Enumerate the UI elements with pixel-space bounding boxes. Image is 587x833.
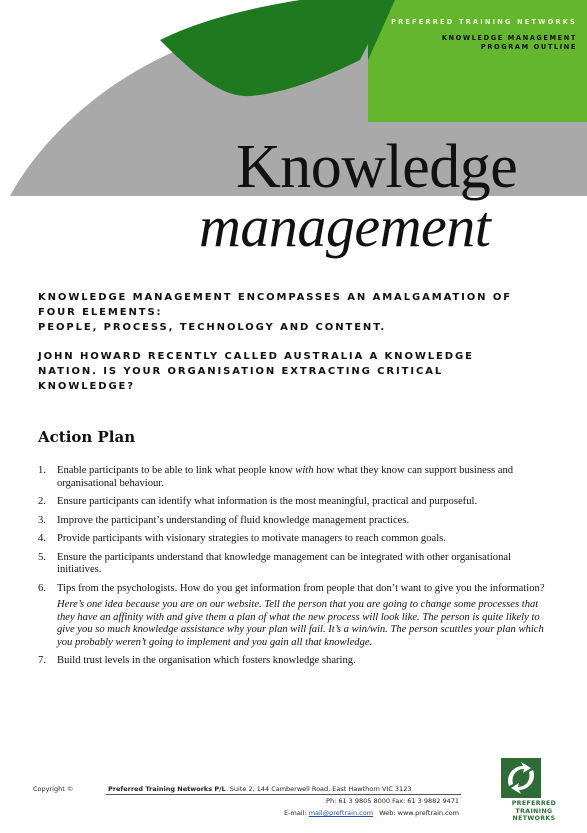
copyright-notice: Copyright © (33, 785, 74, 793)
list-item-number: 6. (38, 582, 46, 594)
intro-line: PEOPLE, PROCESS, TECHNOLOGY AND CONTENT. (38, 322, 387, 333)
brand-name: PREFERRED TRAINING NETWORKS (391, 18, 577, 26)
email-label: E-mail: (284, 809, 307, 817)
list-item (38, 515, 553, 528)
list-item-number: 5. (38, 551, 46, 563)
company-logo (493, 758, 575, 822)
email-link[interactable]: mail@preftrain.com (308, 809, 374, 817)
list-item-number: 7. (38, 655, 46, 666)
list-item-text: how what they know can support business and organisational behaviour. (57, 465, 514, 489)
list-item (38, 533, 553, 546)
list-item-number: 3. (38, 514, 46, 526)
list-item-quote: Here’s one idea because you are on our website. Tell the person that you are going to change some processes that they have an affinity with and give them a plan of what the new process will look like. The person is quite likely to give you so much knowledge assistance why your plan will fail. It’s a win/win. The person scuttles your plan which you probably weren’t going to implement and you gain all that knowledge. (57, 599, 544, 648)
list-item (38, 552, 553, 577)
intro-line: JOHN HOWARD RECENTLY CALLED AUSTRALIA A KNOWLEDGE (38, 351, 474, 362)
list-item (38, 583, 553, 650)
document-subtitle (391, 34, 577, 52)
logo-text-line2: NETWORKS (512, 815, 556, 822)
company-address-line (108, 785, 411, 793)
action-plan-list (38, 465, 553, 674)
company-address: Suite 2, 144 Camberwell Road, East Hawthorn VIC 3123 (229, 785, 412, 793)
list-item (38, 465, 553, 490)
logo-text (493, 800, 575, 823)
email-web-line (284, 809, 459, 817)
list-item-text: Ensure the participants understand that knowledge management can be integrated with other organisational initiatives. (57, 551, 512, 575)
page-title-line2: management (199, 194, 491, 259)
phone-fax-line: Ph: 61 3 9805 8000 Fax: 61 3 9882 9471 (326, 797, 459, 805)
list-item-number: 1. (38, 465, 46, 476)
list-item-number: 2. (38, 496, 46, 507)
list-item-text: Improve the participant’s understanding of fluid knowledge management practices. (57, 514, 410, 526)
intro-line: KNOWLEDGE MANAGEMENT ENCOMPASSES AN AMALGAMATION OF (38, 292, 512, 303)
logo-mark-icon (501, 758, 541, 798)
page-title-line1: Knowledge (236, 133, 518, 201)
intro-paragraph-2 (38, 349, 558, 394)
footer-divider (106, 794, 461, 795)
doc-subtitle-line1: KNOWLEDGE MANAGEMENT (441, 34, 577, 42)
website-text: Web: www.preftrain.com (379, 809, 459, 817)
list-item-text: Tips from the psychologists. How do you get information from people that don’t want to give you the information? (57, 582, 545, 594)
intro-line: FOUR ELEMENTS: (38, 307, 163, 318)
list-item-emphasis: with (295, 465, 314, 476)
company-name: Preferred Training Networks P/L (108, 785, 226, 793)
action-plan-heading: Action Plan (38, 428, 136, 446)
intro-line: KNOWLEDGE? (38, 381, 135, 392)
list-item (38, 496, 553, 509)
logo-text-line1: PREFERRED TRAINING (511, 800, 557, 815)
list-item-number: 4. (38, 533, 46, 544)
intro-statement (38, 290, 558, 408)
list-item-text: Provide participants with visionary strategies to motivate managers to reach common goals. (57, 533, 446, 544)
intro-line: NATION. IS YOUR ORGANISATION EXTRACTING CRITICAL (38, 366, 444, 377)
list-item (38, 655, 553, 668)
list-item-text: Enable participants to be able to link what people know (57, 465, 296, 476)
header-brand-block (391, 18, 577, 52)
list-item-text: Ensure participants can identify what information is the most meaningful, practical and purposeful. (57, 496, 478, 507)
list-item-text: Build trust levels in the organisation which fosters knowledge sharing. (57, 655, 356, 666)
doc-subtitle-line2: PROGRAM OUTLINE (480, 43, 577, 51)
intro-paragraph-1 (38, 290, 558, 335)
